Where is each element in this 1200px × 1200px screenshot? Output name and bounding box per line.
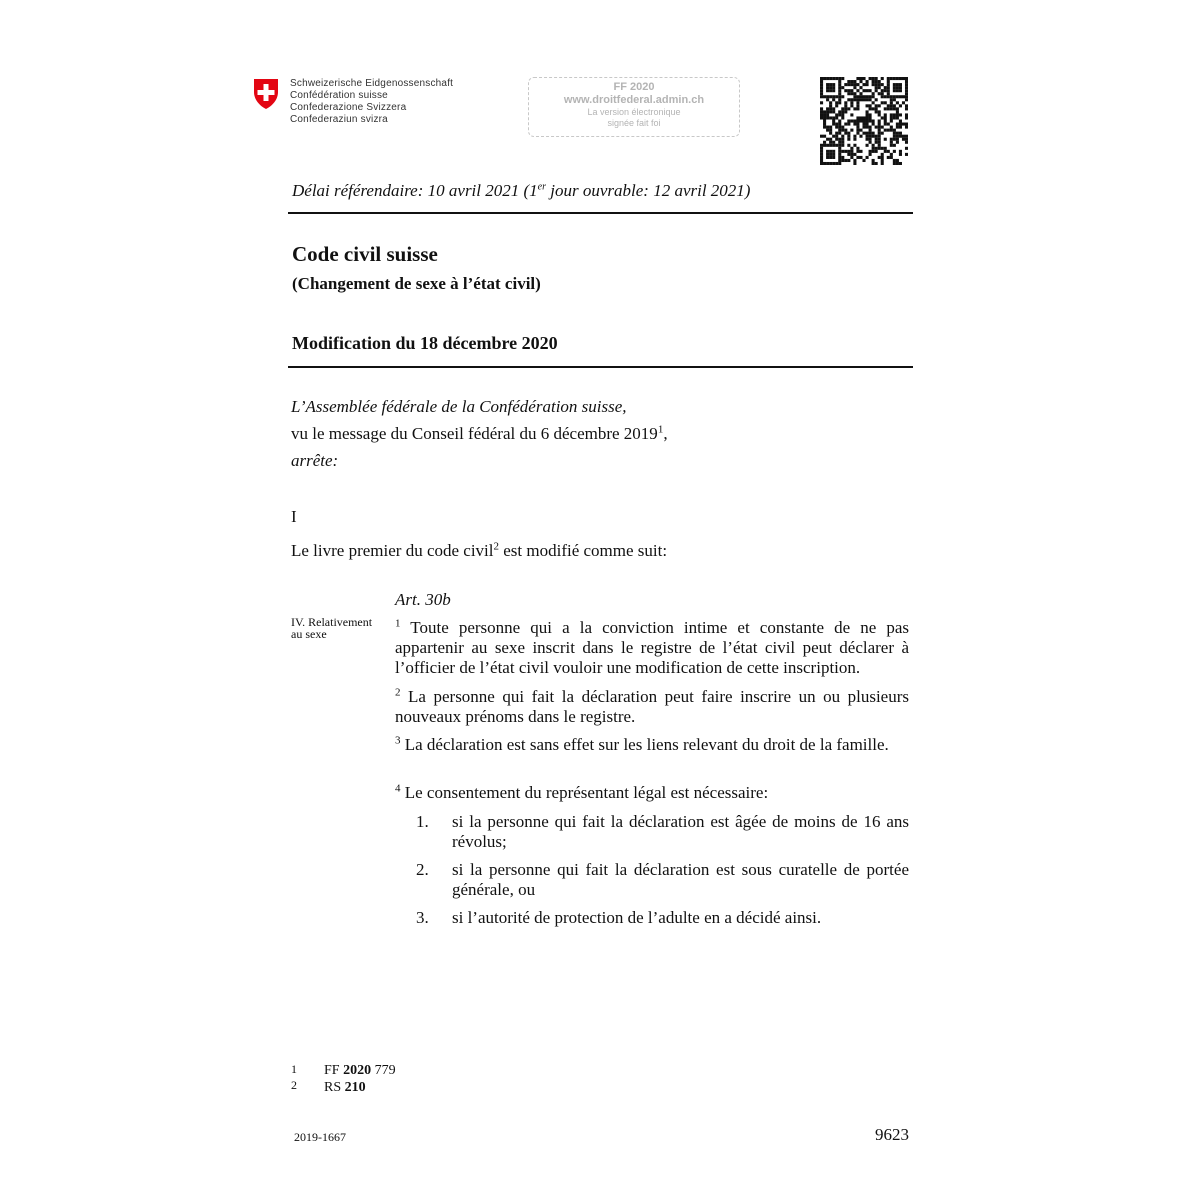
intro-text: Le livre premier du code civil <box>291 541 494 560</box>
list-item-text: si la personne qui fait la déclaration est âgée de moins de 16 ans révolus; <box>452 812 909 851</box>
footnote-ref-1[interactable]: 1 <box>657 423 664 436</box>
footnote-prefix: FF <box>324 1063 344 1078</box>
intro-sentence <box>291 541 667 561</box>
paragraph-text: Toute personne qui a la conviction intime et constante de ne pas appartenir au sexe inscrit dans le registre de l’état civil peut déclarer à l’officier de l’état civil vouloir une modification de cette inscription. <box>395 618 909 677</box>
footnote-suffix: 779 <box>371 1063 396 1078</box>
paragraph-text: La déclaration est sans effet sur les liens relevant du droit de la famille. <box>404 735 889 754</box>
preamble-assembly: L’Assemblée fédérale de la Confédération suisse, <box>291 397 627 416</box>
divider-top <box>288 212 913 214</box>
list-item-number: 1. <box>416 812 429 831</box>
paragraph-text: La personne qui fait la déclaration peut faire inscrire un ou plusieurs nouveaux prénoms dans le registre. <box>395 687 910 726</box>
qr-code-icon <box>820 77 908 165</box>
paragraph-number: 2 <box>395 686 401 699</box>
article-paragraph-1 <box>395 618 909 678</box>
footnote-prefix: RS <box>324 1080 345 1095</box>
margin-note-line2: au sexe <box>291 627 327 641</box>
preamble-decrees: arrête: <box>291 451 339 470</box>
list-item-number: 2. <box>416 860 429 879</box>
section-number: I <box>291 507 297 526</box>
intro-text-end: est modifié comme suit: <box>499 541 668 560</box>
preamble-message-end: , <box>663 424 668 443</box>
footnote-code: 210 <box>344 1080 366 1095</box>
paragraph-number: 3 <box>395 734 401 747</box>
paragraph-number: 1 <box>395 617 401 630</box>
preamble-message-text: vu le message du Conseil fédéral du 6 décembre 2019 <box>291 424 658 443</box>
confederation-line-fr: Confédération suisse <box>290 90 388 101</box>
stamp-note-line1: La version électronique <box>587 107 681 117</box>
official-publication-stamp <box>528 77 740 137</box>
margin-note <box>291 616 391 640</box>
article-heading: Art. 30b <box>395 590 451 609</box>
document-subtitle: (Changement de sexe à l’état civil) <box>292 274 541 293</box>
confederation-name <box>290 78 453 126</box>
list-item-text: si la personne qui fait la déclaration est sous curatelle de portée générale, ou <box>452 860 909 899</box>
stamp-note-line2: signée fait foi <box>607 118 661 128</box>
paragraph-number: 4 <box>395 782 401 795</box>
deadline-text-end: jour ouvrable: 12 avril 2021) <box>546 181 751 200</box>
margin-note-line1: IV. Relativement <box>291 615 373 629</box>
paragraph-text: Le consentement du représentant légal est nécessaire: <box>404 783 769 802</box>
deadline-text-start: Délai référendaire: 10 avril 2021 (1 <box>292 181 538 200</box>
document-title: Code civil suisse <box>292 242 438 266</box>
footnote-number: 1 <box>291 1062 297 1076</box>
deadline-ordinal: er <box>537 181 547 193</box>
footnote-2 <box>324 1080 366 1096</box>
document-reference: 2019-1667 <box>294 1130 346 1144</box>
list-item-text: si l’autorité de protection de l’adulte en a décidé ainsi. <box>452 908 822 927</box>
swiss-coat-of-arms-icon <box>252 78 280 110</box>
divider-bottom <box>288 366 913 368</box>
page-number: 9623 <box>875 1125 909 1144</box>
confederation-line-rm: Confederaziun svizra <box>290 114 388 125</box>
footnote-number: 2 <box>291 1078 297 1092</box>
confederation-line-it: Confederazione Svizzera <box>290 102 407 113</box>
footnote-1 <box>324 1063 396 1079</box>
stamp-url[interactable]: www.droitfederal.admin.ch <box>563 94 705 106</box>
confederation-line-de: Schweizerische Eidgenossenschaft <box>290 78 454 89</box>
modification-date: Modification du 18 décembre 2020 <box>292 333 558 353</box>
article-paragraph-4 <box>395 783 909 803</box>
article-paragraph-3 <box>395 735 909 755</box>
referendum-deadline <box>292 181 750 201</box>
footnote-ref-2[interactable]: 2 <box>493 540 499 553</box>
article-paragraph-2 <box>395 687 909 727</box>
stamp-publication: FF 2020 <box>613 81 655 93</box>
footnote-year: 2020 <box>343 1063 372 1078</box>
preamble-message <box>291 424 668 444</box>
list-item-number: 3. <box>416 908 429 927</box>
